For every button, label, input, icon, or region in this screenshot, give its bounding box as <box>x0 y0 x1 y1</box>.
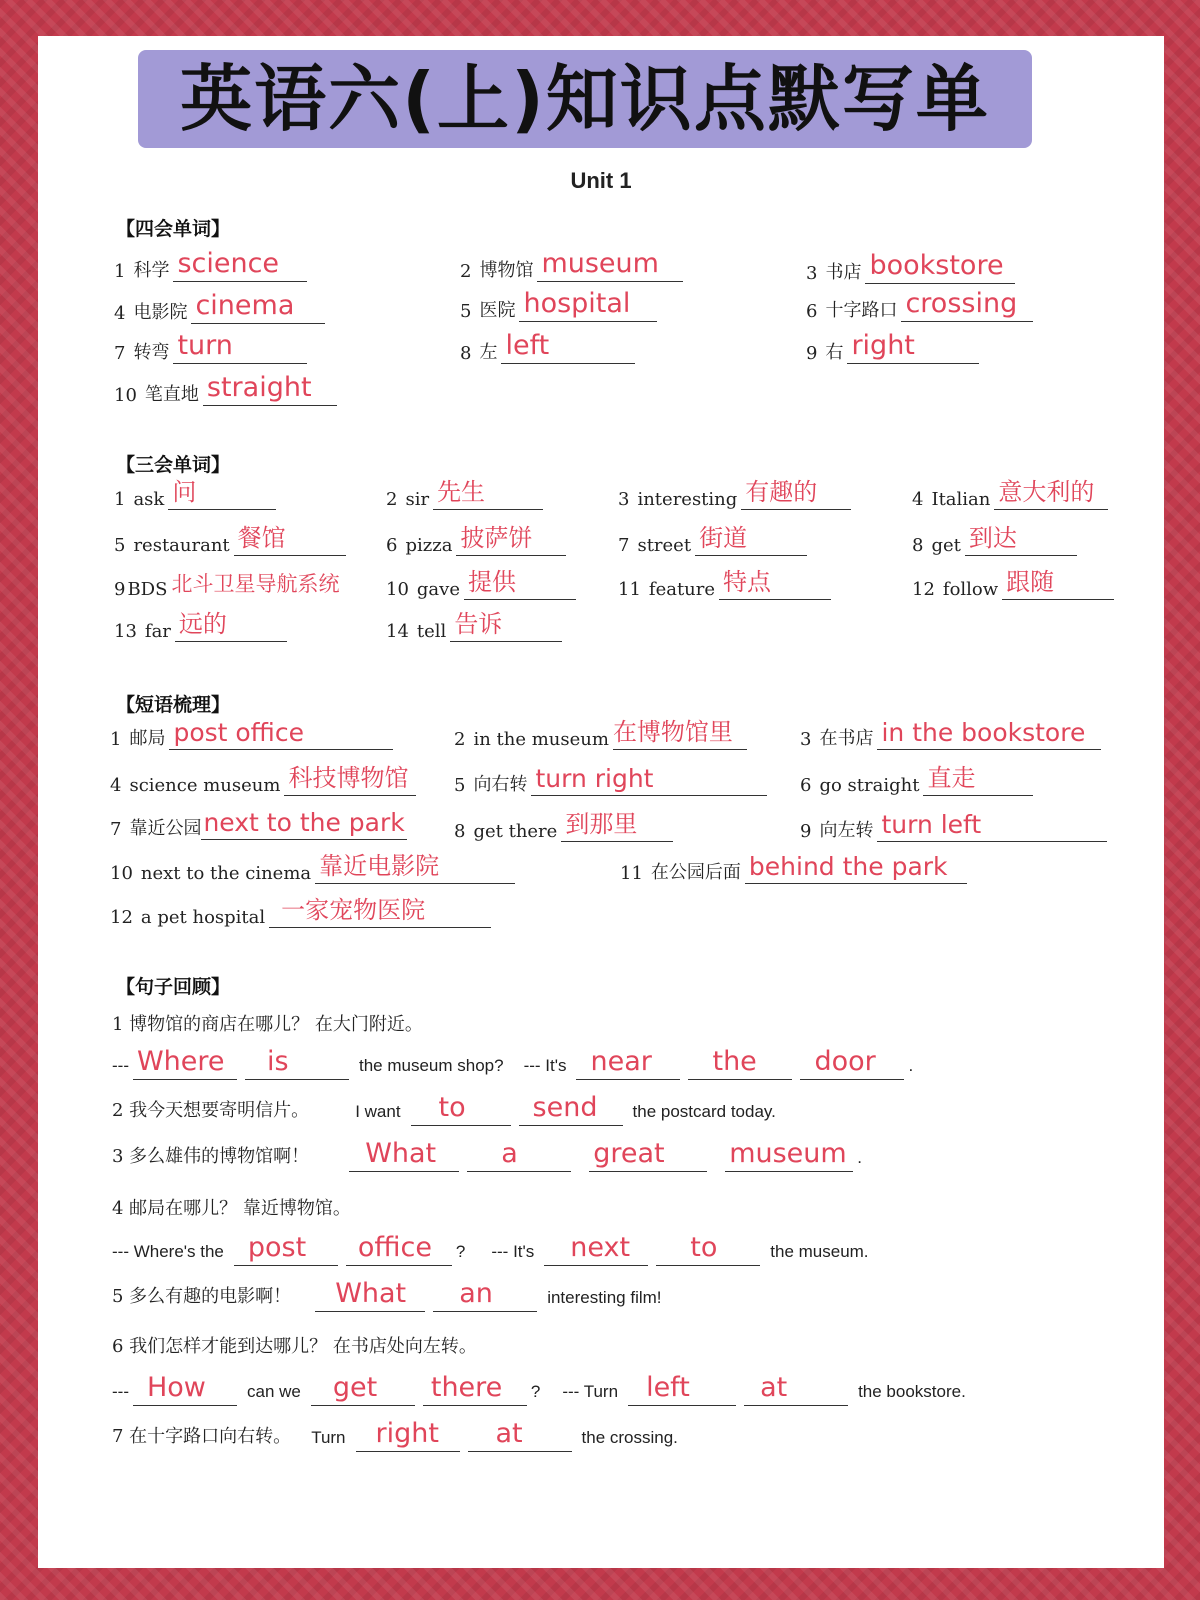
word-item: 14 tell 告诉 <box>386 606 562 642</box>
sentence-line: --- How can we get there ? --- Turn left at the bookstore. <box>112 1370 972 1406</box>
answer-blank[interactable]: in the bookstore <box>877 715 1101 750</box>
answer-blank[interactable]: 到那里 <box>561 807 673 842</box>
answer-blank[interactable]: office <box>346 1231 452 1266</box>
section-heading-three-skill: 【三会单词】 <box>116 454 231 476</box>
sentence-prompt: 1 博物馆的商店在哪儿？ 在大门附近。 <box>112 1014 423 1035</box>
answer-blank[interactable]: left <box>628 1371 736 1406</box>
sentence-line: --- Where's the post office ? --- It's next to the museum. <box>112 1230 875 1266</box>
word-item: 6 十字路口 crossing <box>806 286 1033 322</box>
phrase-item: 9 向左转 turn left <box>800 806 1107 842</box>
word-item: 12 follow 跟随 <box>912 564 1114 600</box>
answer-blank[interactable]: 先生 <box>433 475 543 510</box>
phrase-item: 10 next to the cinema 靠近电影院 <box>110 848 515 884</box>
title-banner <box>138 50 1032 148</box>
phrase-item: 6 go straight 直走 <box>800 760 1033 796</box>
answer-blank[interactable]: 跟随 <box>1002 565 1114 600</box>
sentence-line: 5 多么有趣的电影啊！ What an interesting film! <box>112 1276 668 1312</box>
phrase-item: 4 science museum 科技博物馆 <box>110 760 416 796</box>
answer-blank[interactable]: door <box>800 1045 904 1080</box>
word-item: 6 pizza 披萨饼 <box>386 520 566 556</box>
answer-blank[interactable]: post <box>234 1231 338 1266</box>
answer-blank[interactable]: 到达 <box>965 521 1077 556</box>
word-item: 5 restaurant 餐馆 <box>114 520 346 556</box>
answer-blank[interactable]: crossing <box>901 287 1033 322</box>
answer-blank[interactable]: How <box>133 1371 237 1406</box>
answer-blank[interactable]: 科技博物馆 <box>284 761 416 796</box>
phrase-item: 11 在公园后面 behind the park <box>620 848 967 884</box>
answer-blank[interactable]: 特点 <box>719 565 831 600</box>
word-item: 1 科学 science <box>114 246 307 282</box>
word-item: 7 street 街道 <box>618 520 807 556</box>
sentence-line: 2 我今天想要寄明信片。 I want to send the postcard today. <box>112 1090 782 1126</box>
answer-blank[interactable]: 意大利的 <box>994 475 1108 510</box>
word-item: 10 gave 提供 <box>386 564 576 600</box>
answer-blank[interactable]: 一家宠物医院 <box>269 893 491 928</box>
word-item: 2 博物馆 museum <box>460 246 683 282</box>
answer-blank[interactable]: turn right <box>531 761 767 796</box>
word-item: 4 Italian 意大利的 <box>912 474 1108 510</box>
word-item: 7 转弯 turn <box>114 328 307 364</box>
sentence-line: --- Where is the museum shop? --- It's near the door . <box>112 1044 919 1080</box>
word-item: 2 sir 先生 <box>386 474 543 510</box>
sentence-prompt: 7 在十字路口向右转。 <box>112 1426 292 1447</box>
section-heading-sentences: 【句子回顾】 <box>116 976 231 998</box>
answer-blank[interactable]: a <box>467 1137 571 1172</box>
answer-blank[interactable]: post office <box>169 715 393 750</box>
answer-blank[interactable]: to <box>411 1091 511 1126</box>
answer-blank[interactable]: great <box>589 1137 707 1172</box>
phrase-item: 7 靠近公园 next to the park <box>110 804 407 840</box>
answer-blank[interactable]: left <box>501 329 635 364</box>
answer-blank[interactable]: 告诉 <box>450 607 562 642</box>
word-item: 11 feature 特点 <box>618 564 831 600</box>
answer-blank[interactable]: 在博物馆里 <box>613 715 747 750</box>
sentence-prompt: 2 我今天想要寄明信片。 <box>112 1100 310 1121</box>
phrase-item: 1 邮局 post office <box>110 714 393 750</box>
answer-blank[interactable]: right <box>356 1417 460 1452</box>
answer-blank[interactable]: hospital <box>519 287 657 322</box>
answer-blank[interactable]: 远的 <box>175 607 287 642</box>
phrase-item: 5 向右转 turn right <box>454 760 767 796</box>
sentence-prompt: 6 我们怎样才能到达哪儿？ 在书店处向左转。 <box>112 1336 477 1357</box>
answer-blank[interactable]: send <box>519 1091 623 1126</box>
word-item: 3 书店 bookstore <box>806 248 1015 284</box>
answer-blank[interactable]: at <box>744 1371 848 1406</box>
word-item: 13 far 远的 <box>114 606 287 642</box>
answer-blank[interactable]: Where <box>133 1045 237 1080</box>
word-item: 5 医院 hospital <box>460 286 657 322</box>
word-item: 1 ask 问 <box>114 474 276 510</box>
answer-blank[interactable]: 有趣的 <box>741 475 851 510</box>
answer-blank[interactable]: turn <box>173 329 307 364</box>
answer-blank[interactable]: bookstore <box>865 249 1015 284</box>
answer-blank[interactable]: behind the park <box>745 849 967 884</box>
word-item: 3 interesting 有趣的 <box>618 474 851 510</box>
answer-blank[interactable]: 问 <box>168 475 276 510</box>
answer-blank[interactable]: at <box>468 1417 572 1452</box>
answer-blank[interactable]: 直走 <box>923 761 1033 796</box>
section-heading-phrases: 【短语梳理】 <box>116 694 231 716</box>
answer-blank[interactable]: 提供 <box>464 565 576 600</box>
answer-blank[interactable]: near <box>576 1045 680 1080</box>
answer-blank[interactable]: next to the park <box>201 805 407 840</box>
word-item: 4 电影院 cinema <box>114 288 325 324</box>
phrase-item: 3 在书店 in the bookstore <box>800 714 1101 750</box>
sentence-line: 7 在十字路口向右转。 Turn right at the crossing. <box>112 1416 684 1452</box>
answer-blank[interactable]: there <box>423 1371 527 1406</box>
answer-blank[interactable]: right <box>847 329 979 364</box>
answer-blank[interactable]: to <box>656 1231 760 1266</box>
answer-blank[interactable]: 餐馆 <box>234 521 346 556</box>
answer-blank[interactable]: is <box>245 1045 349 1080</box>
word-item: 10 笔直地 straight <box>114 370 337 406</box>
sentence-prompt: 4 邮局在哪儿？ 靠近博物馆。 <box>112 1198 351 1219</box>
answer-blank[interactable]: get <box>311 1371 415 1406</box>
word-item: 8 左 left <box>460 328 635 364</box>
sentence-prompt: 3 多么雄伟的博物馆啊！ <box>112 1146 310 1167</box>
answer-blank[interactable]: next <box>544 1231 648 1266</box>
answer-blank[interactable]: 披萨饼 <box>456 521 566 556</box>
worksheet-paper <box>38 36 1164 1568</box>
word-item: 9 右 right <box>806 328 979 364</box>
phrase-item: 2 in the museum 在博物馆里 <box>454 714 747 750</box>
word-item: 9 BDS 北斗卫星导航系统 <box>114 564 371 600</box>
answer-blank[interactable]: cinema <box>191 289 325 324</box>
sentence-line: 3 多么雄伟的博物馆啊！ What a great museum . <box>112 1136 868 1172</box>
answer-blank[interactable]: science <box>173 247 307 282</box>
section-heading-four-skill: 【四会单词】 <box>116 218 231 240</box>
phrase-item: 12 a pet hospital 一家宠物医院 <box>110 892 491 928</box>
answer-blank[interactable]: turn left <box>877 807 1107 842</box>
answer-blank[interactable]: straight <box>203 371 337 406</box>
page-title: 英语六(上)知识点默写单 <box>180 57 990 141</box>
answer-blank[interactable]: museum <box>725 1137 853 1172</box>
answer-blank[interactable]: 北斗卫星导航系统 <box>171 572 340 596</box>
answer-blank[interactable]: 街道 <box>695 521 807 556</box>
sentence-prompt: 5 多么有趣的电影啊！ <box>112 1286 292 1307</box>
answer-blank[interactable]: the <box>688 1045 792 1080</box>
word-item: 8 get 到达 <box>912 520 1077 556</box>
unit-title: Unit 1 <box>570 168 632 193</box>
phrase-item: 8 get there 到那里 <box>454 806 673 842</box>
answer-blank[interactable]: What <box>349 1137 459 1172</box>
answer-blank[interactable]: an <box>433 1277 537 1312</box>
answer-blank[interactable]: What <box>315 1277 425 1312</box>
answer-blank[interactable]: museum <box>537 247 683 282</box>
answer-blank[interactable]: 靠近电影院 <box>315 849 515 884</box>
